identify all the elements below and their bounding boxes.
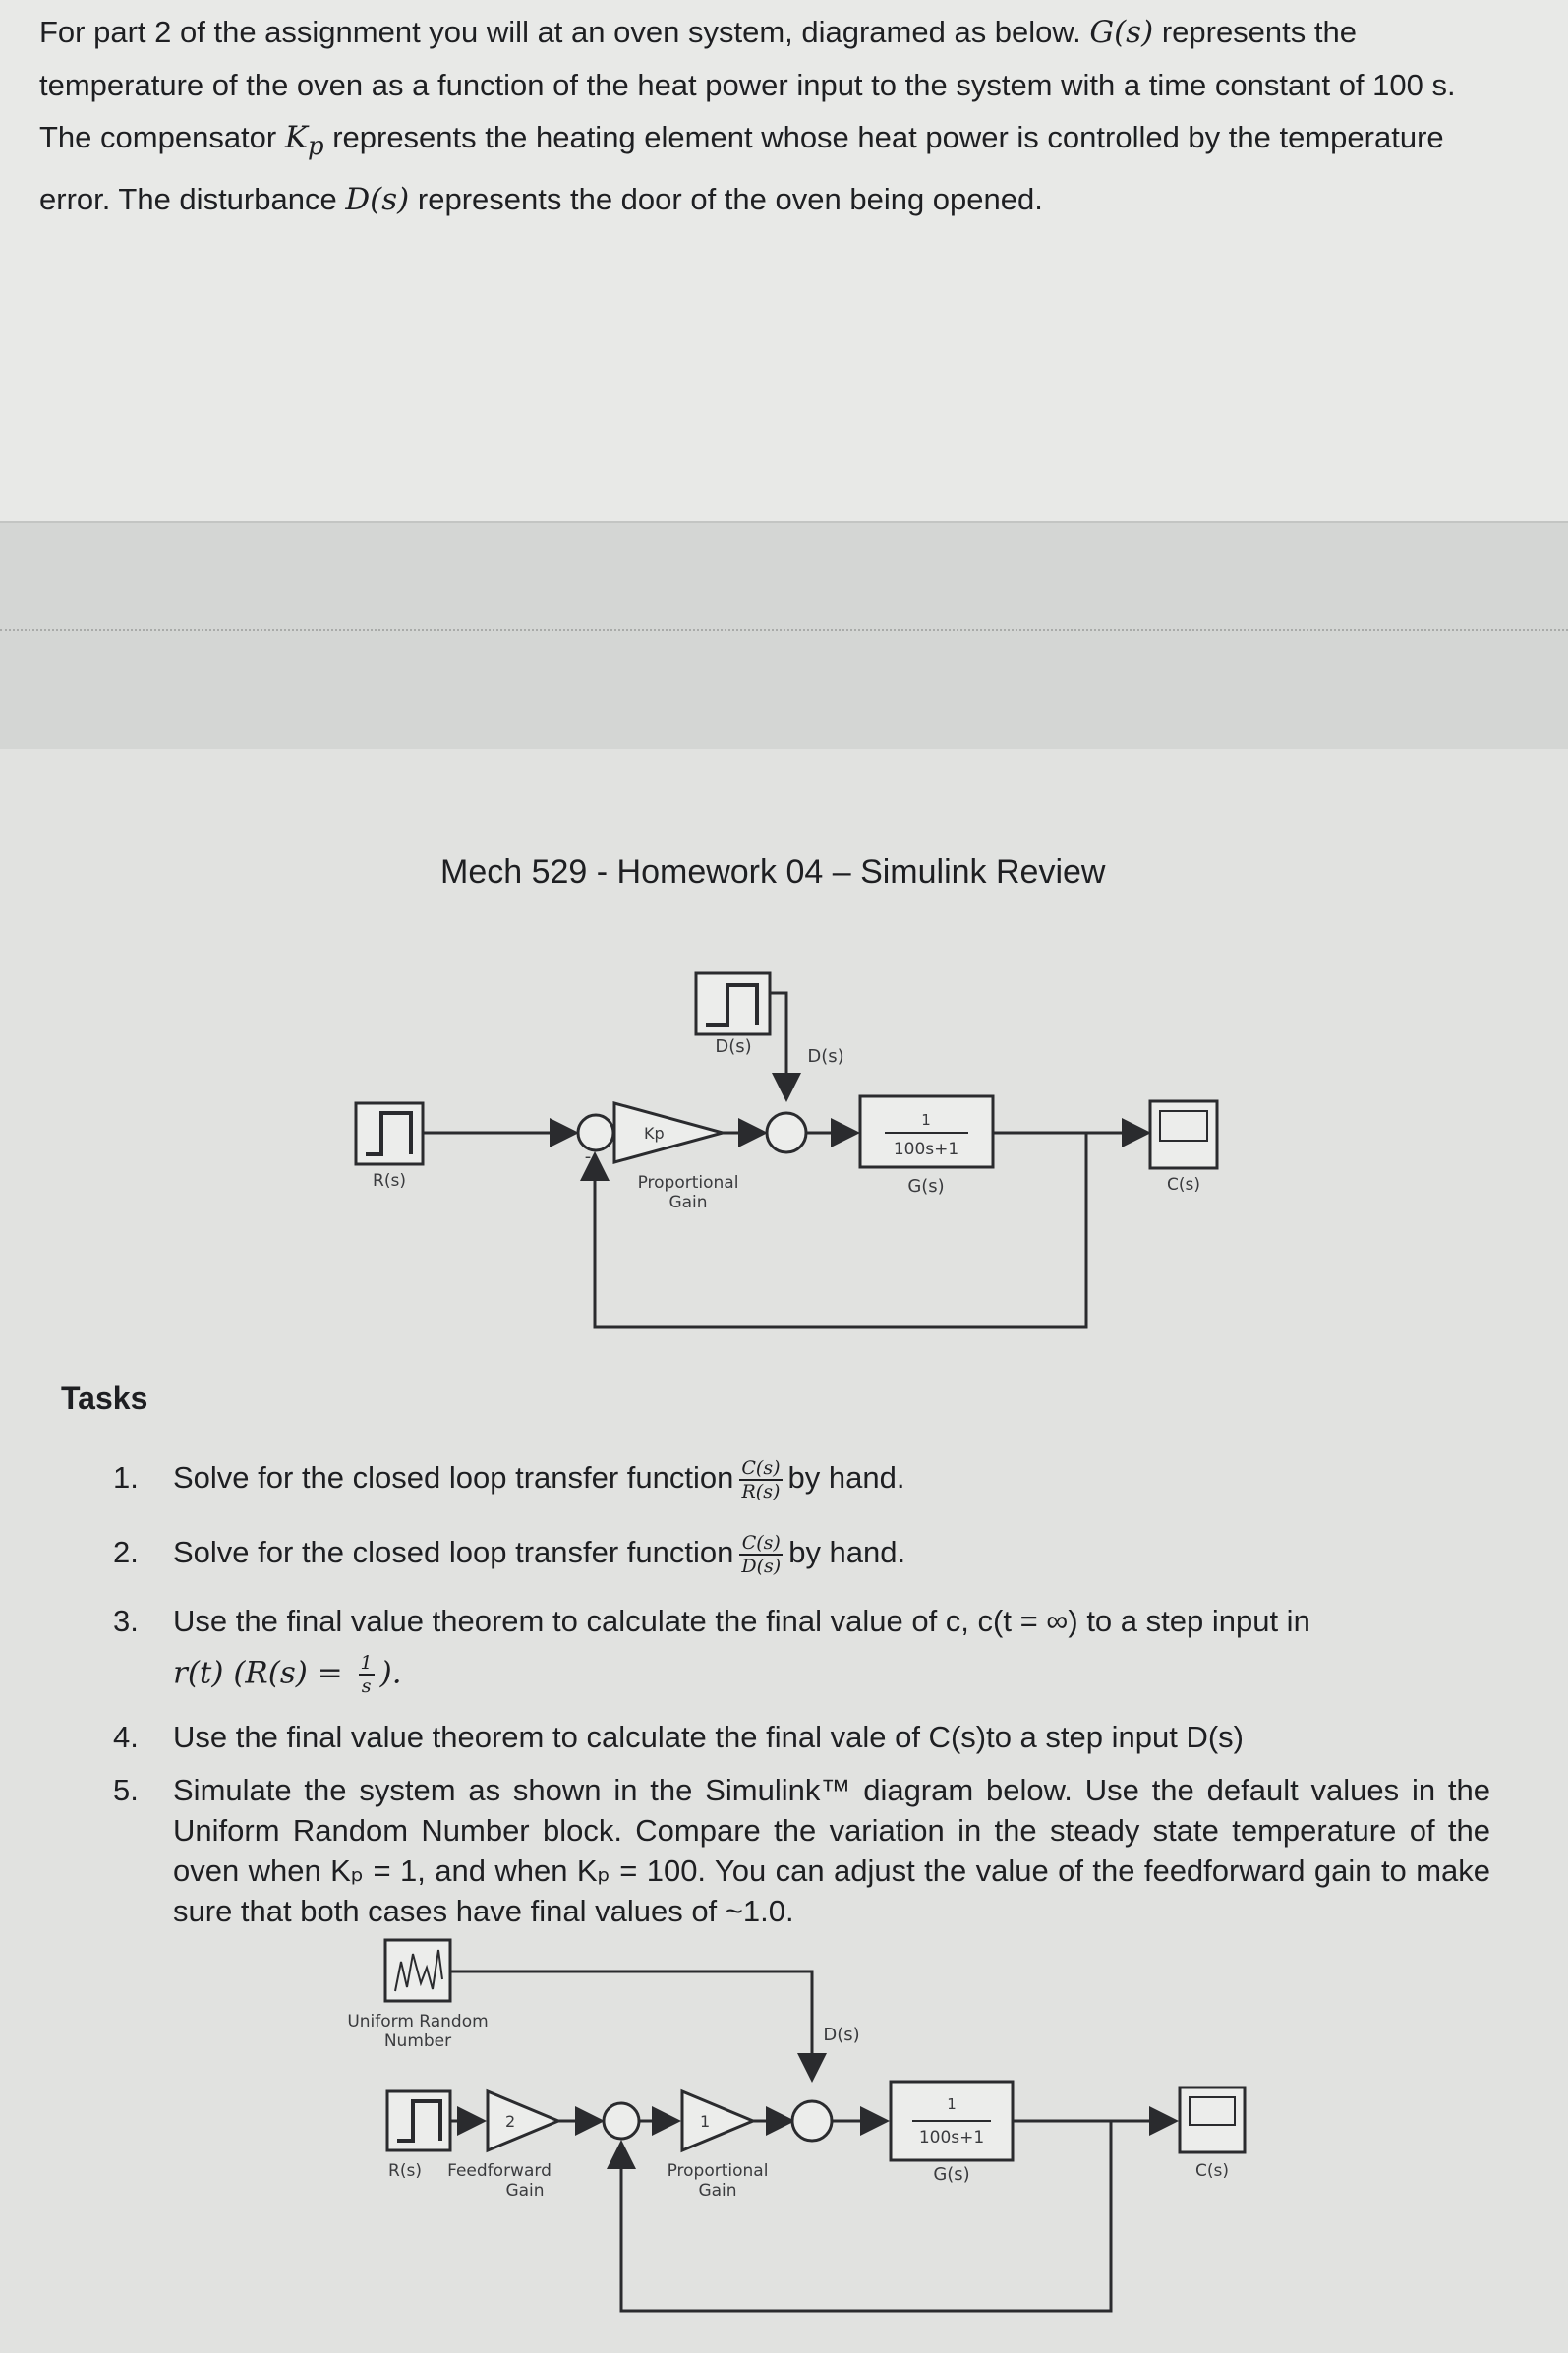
summing-junction-3[interactable] <box>604 2103 639 2139</box>
summing-junction-1[interactable] <box>578 1115 613 1150</box>
tf2-numerator: 1 <box>947 2095 957 2113</box>
gain-label-line1: Proportional <box>637 1173 739 1193</box>
gain-inside-label: Kp <box>644 1124 665 1143</box>
d-block-label: D(s) <box>715 1036 752 1057</box>
urn-label-line1: Uniform Random <box>347 2012 489 2031</box>
block-diagram-2 <box>0 1932 1568 2325</box>
tf-label: G(s) <box>907 1176 945 1197</box>
ff-gain-inside: 2 <box>505 2112 516 2131</box>
gain-label-line2: Gain <box>668 1193 708 1212</box>
pg-inside: 1 <box>700 2112 711 2131</box>
d-signal-label-2: D(s) <box>823 2025 860 2045</box>
d-signal-label: D(s) <box>807 1046 844 1067</box>
tf2-denominator: 100s+1 <box>918 2128 985 2147</box>
tf-numerator: 1 <box>921 1111 931 1129</box>
tf-denominator: 100s+1 <box>893 1140 959 1159</box>
tf2-label: G(s) <box>933 2164 970 2185</box>
proportional-gain-block[interactable] <box>614 1103 723 1162</box>
feedforward-gain-block[interactable] <box>488 2091 558 2150</box>
intro-paragraph: For part 2 of the assignment you will at an oven system, diagramed as below. G(s) represents the temperature of the oven as a function of the heat power input to the system with a time constant of 100 s. The compensator $K_p$ represents the heating element whose heat power is controlled by the temperature error. The disturbance D(s) represents the door of the oven being opened. <box>39 15 1456 218</box>
scope-label: C(s) <box>1167 1175 1200 1195</box>
r-block-label-2: R(s) <box>388 2161 422 2181</box>
homework-title: Mech 529 - Homework 04 – Simulink Review <box>440 853 1106 891</box>
scope2-label: C(s) <box>1195 2161 1229 2181</box>
pg-label-line2: Gain <box>698 2181 737 2201</box>
urn-label-line2: Number <box>383 2031 452 2051</box>
middle-band <box>0 521 1568 751</box>
summing-junction-2[interactable] <box>767 1113 806 1152</box>
pg-label-line1: Proportional <box>667 2161 769 2181</box>
ff-label-line1: Feedforward <box>447 2161 552 2181</box>
tasks-heading: Tasks <box>61 1381 148 1416</box>
sum-minus-sign: - <box>584 1147 592 1167</box>
r-block-label: R(s) <box>373 1171 406 1191</box>
ff-label-line2: Gain <box>505 2181 545 2201</box>
block-diagram-1 <box>0 964 1568 1337</box>
dotted-divider <box>0 629 1568 631</box>
summing-junction-4[interactable] <box>792 2101 832 2141</box>
proportional-gain-block-2[interactable] <box>682 2091 753 2150</box>
